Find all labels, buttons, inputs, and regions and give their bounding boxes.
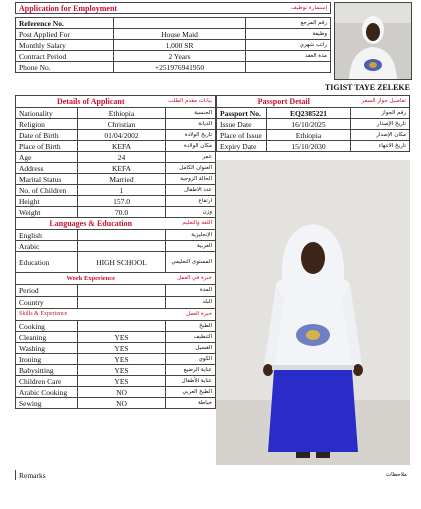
row-value: NO: [78, 398, 166, 409]
table-row: [16, 297, 216, 309]
table-row: [16, 62, 331, 73]
skills-section-title-arabic: خبرة العمل: [166, 309, 216, 321]
table-row: [217, 119, 410, 130]
row-value: YES: [78, 376, 166, 387]
table-row: [16, 285, 216, 297]
row-value: [78, 321, 166, 332]
table-row: [16, 29, 331, 40]
row-label: Phone No.: [16, 62, 114, 73]
skills-section-title: Skills & Experience: [16, 309, 166, 321]
row-label-arabic: الديانة: [166, 119, 216, 130]
full-body-photo: [216, 160, 410, 465]
row-label: English: [16, 230, 78, 241]
row-value: Ethiopia: [267, 130, 351, 141]
row-label: Education: [16, 252, 78, 273]
row-label-arabic: المستوى التعليمي: [166, 252, 216, 273]
row-label: Sewing: [16, 398, 78, 409]
section-header: [16, 273, 216, 285]
row-value: Ethiopia: [78, 108, 166, 119]
work-section-title: Work Experience: [16, 273, 166, 285]
applicant-section-title: Details of Applicant: [16, 96, 166, 108]
form-title-arabic: إستمارة توظيف: [192, 3, 331, 14]
table-row: [16, 185, 216, 196]
row-label-arabic: راتب شهري: [246, 40, 331, 51]
table-row: [16, 230, 216, 241]
row-label: Expiry Date: [217, 141, 267, 152]
row-label: Reference No.: [16, 18, 114, 29]
row-label-arabic: وزن: [166, 207, 216, 218]
portrait-photo: [334, 2, 412, 80]
row-label-arabic: خياطة: [166, 398, 216, 409]
row-value: 157.0: [78, 196, 166, 207]
row-value: 15/10/2030: [267, 141, 351, 152]
table-row: [16, 196, 216, 207]
table-row: [217, 130, 410, 141]
row-label-arabic: عمر: [166, 152, 216, 163]
row-label-arabic: [246, 62, 331, 73]
row-label-arabic: تاريخ الإصدار: [351, 119, 410, 130]
row-label: Place of Birth: [16, 141, 78, 152]
row-label-arabic: الطبخ العربي: [166, 387, 216, 398]
row-value: 24: [78, 152, 166, 163]
passport-details-table: [216, 95, 410, 152]
row-value: [78, 241, 166, 252]
form-title: Application for Employment: [16, 3, 193, 14]
row-label-arabic: الكوي: [166, 354, 216, 365]
row-label: Monthly Salary: [16, 40, 114, 51]
table-row: [16, 141, 216, 152]
row-label-arabic: عناية الرضيع: [166, 365, 216, 376]
table-row: [16, 241, 216, 252]
row-label: Country: [16, 297, 78, 309]
table-row: [217, 108, 410, 119]
applicant-name: TIGIST TAYE ZELEKE: [324, 83, 410, 92]
full-body-photo-graphic: [216, 160, 410, 465]
row-label-arabic: عدد الاطفال: [166, 185, 216, 196]
row-value: 1: [78, 185, 166, 196]
applicant-section-title-arabic: بيانات مقدم الطلب: [166, 96, 216, 108]
row-label: Date of Birth: [16, 130, 78, 141]
row-label-arabic: البلد: [166, 297, 216, 309]
row-label: Cooking: [16, 321, 78, 332]
row-value: House Maid: [114, 29, 246, 40]
row-label: Cleaning: [16, 332, 78, 343]
section-header: [217, 96, 410, 108]
work-section-title-arabic: خبرة في العمل: [166, 273, 216, 285]
table-row: [16, 354, 216, 365]
table-row: [16, 343, 216, 354]
row-label: Age: [16, 152, 78, 163]
row-label: Height: [16, 196, 78, 207]
section-header: [16, 309, 216, 321]
languages-section-title-arabic: اللغة والتعليم: [166, 218, 216, 230]
row-label: Issue Date: [217, 119, 267, 130]
table-row: [217, 141, 410, 152]
row-value: [78, 285, 166, 297]
row-label: Weight: [16, 207, 78, 218]
table-row: [16, 376, 216, 387]
row-value: [78, 230, 166, 241]
row-value: 70.0: [78, 207, 166, 218]
row-value: YES: [78, 332, 166, 343]
row-value: 1,000 SR: [114, 40, 246, 51]
row-label-arabic: الإنجليزية: [166, 230, 216, 241]
row-label: Ironing: [16, 354, 78, 365]
table-row: [16, 119, 216, 130]
row-label-arabic: تاريخ الولادة: [166, 130, 216, 141]
row-value: YES: [78, 354, 166, 365]
row-label-arabic: الغسيل: [166, 343, 216, 354]
table-row: [16, 40, 331, 51]
row-label: Arabic Cooking: [16, 387, 78, 398]
row-value: 16/10/2025: [267, 119, 351, 130]
row-label-arabic: الحالة الزوجية: [166, 174, 216, 185]
row-label-arabic: المدة: [166, 285, 216, 297]
section-header: [16, 96, 216, 108]
row-label: Arabic: [16, 241, 78, 252]
row-label: Address: [16, 163, 78, 174]
table-row: [16, 163, 216, 174]
languages-section-title: Languages & Education: [16, 218, 166, 230]
row-label-arabic: مكان الإصدار: [351, 130, 410, 141]
table-row: [16, 108, 216, 119]
row-value: Christian: [78, 119, 166, 130]
table-row: [16, 365, 216, 376]
row-label-arabic: عناية الأطفال: [166, 376, 216, 387]
table-row: [16, 332, 216, 343]
row-label: Washing: [16, 343, 78, 354]
row-value: [78, 297, 166, 309]
table-row: [16, 152, 216, 163]
row-value: 01/04/2002: [78, 130, 166, 141]
form-header: [15, 2, 331, 14]
remarks-label: Remarks: [16, 470, 213, 480]
row-label: Marital Status: [16, 174, 78, 185]
row-label: Place of Issue: [217, 130, 267, 141]
passport-section-title: Passport Detail: [217, 96, 351, 108]
row-label: Children Care: [16, 376, 78, 387]
remarks-label-arabic: ملاحظات: [386, 471, 407, 478]
row-label-arabic: وظيفة: [246, 29, 331, 40]
row-value: YES: [78, 343, 166, 354]
row-label: No. of Children: [16, 185, 78, 196]
row-label-arabic: رقم الجواز: [351, 108, 410, 119]
row-value: NO: [78, 387, 166, 398]
row-label-arabic: رقم المرجع: [246, 18, 331, 29]
row-label-arabic: تاريخ الانتهاء: [351, 141, 410, 152]
row-value: YES: [78, 365, 166, 376]
row-label-arabic: مدة العقد: [246, 51, 331, 62]
table-row: [16, 207, 216, 218]
table-row: [16, 174, 216, 185]
table-row: [16, 252, 216, 273]
row-value: KEFA: [78, 141, 166, 152]
table-row: [16, 387, 216, 398]
row-label: Contract Period: [16, 51, 114, 62]
row-value: [114, 18, 246, 29]
row-label: Babysitting: [16, 365, 78, 376]
row-label-arabic: الطبخ: [166, 321, 216, 332]
row-value: +251976941950: [114, 62, 246, 73]
row-label: Post Applied For: [16, 29, 114, 40]
applicant-details-table: [15, 95, 216, 409]
row-value: 2 Years: [114, 51, 246, 62]
row-label-arabic: العنوان الكامل: [166, 163, 216, 174]
row-label: Religion: [16, 119, 78, 130]
passport-section-title-arabic: تفاصيل جواز السفر: [351, 96, 410, 108]
table-row: [16, 51, 331, 62]
row-label: Period: [16, 285, 78, 297]
row-label-arabic: ارتفاع: [166, 196, 216, 207]
remarks-row: [15, 470, 410, 480]
table-row: [16, 18, 331, 29]
row-label-arabic: التنظيف: [166, 332, 216, 343]
row-value: EQ2385221: [267, 108, 351, 119]
row-value: Married: [78, 174, 166, 185]
table-row: [16, 398, 216, 409]
row-label-arabic: مكان الولادة: [166, 141, 216, 152]
row-label: Passport No.: [217, 108, 267, 119]
table-row: [16, 130, 216, 141]
portrait-photo-graphic: [335, 3, 411, 79]
row-label: Nationality: [16, 108, 78, 119]
table-row: [16, 321, 216, 332]
row-label-arabic: العربية: [166, 241, 216, 252]
section-header: [16, 218, 216, 230]
row-label-arabic: الجنسية: [166, 108, 216, 119]
row-value: HIGH SCHOOL: [78, 252, 166, 273]
row-value: KEFA: [78, 163, 166, 174]
top-details-table: [15, 17, 331, 73]
